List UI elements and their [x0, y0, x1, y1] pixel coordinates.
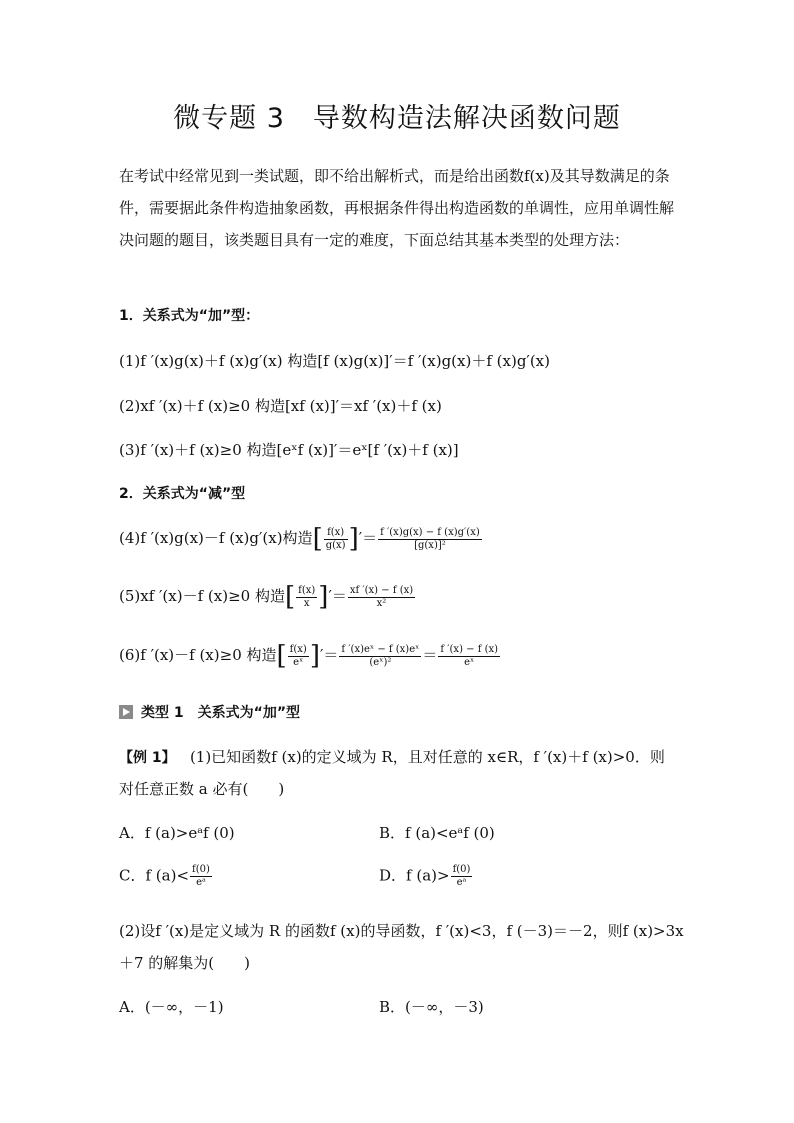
option-d-fraction: [451, 864, 473, 889]
play-triangle-icon: [119, 705, 133, 719]
formula-5-inner-fraction: [296, 585, 317, 610]
formula-2: (2)xf ′(x)＋f (x)≥0 构造[xf (x)]′＝xf ′(x)＋f (x): [119, 397, 442, 415]
formula-3: (3)f ′(x)＋f (x)≥0 构造[eˣf (x)]′＝eˣ[f ′(x)＋f (x)]: [119, 441, 459, 459]
left-bracket: [: [276, 641, 287, 671]
fraction-denominator: eˣ: [293, 656, 304, 668]
fraction-numerator: f(x): [324, 527, 348, 540]
right-bracket: ]: [318, 582, 329, 612]
intro-paragraph: 在考试中经常见到一类试题，即不给出解析式，而是给出函数f(x)及其导数满足的条件，需要据此条件构造抽象函数，再根据条件得出构造函数的单调性，应用单调性解决问题的题目，该类题目具有一定的难度，下面总结其基本类型的处理方法：: [119, 167, 675, 249]
formula-5: [119, 584, 416, 610]
formula-4-prefix: (4)f ′(x)g(x)－f (x)g′(x)构造: [119, 529, 313, 547]
equals-sign: ′＝: [358, 529, 378, 547]
right-bracket: ]: [348, 524, 359, 554]
formula-4: [119, 526, 483, 552]
question-2-line-2: ＋7 的解集为( ): [119, 954, 251, 972]
formula-6: [119, 643, 501, 669]
formula-6-inner-fraction: [288, 644, 309, 669]
fraction-numerator: f ′(x) − f (x): [440, 643, 499, 655]
fraction-numerator: f(0): [452, 864, 471, 875]
type-1-label: 类型 1 关系式为“加”型: [141, 705, 301, 721]
formula-5-prefix: (5)xf ′(x)－f (x)≥0 构造: [119, 587, 285, 605]
section-1-heading: 1．关系式为“加”型：: [119, 308, 260, 324]
formula-6-result-fraction: [339, 644, 421, 669]
equals-sign: ′＝: [319, 646, 339, 664]
fraction-numerator: f(x): [298, 584, 316, 596]
fraction-numerator: f ′(x)eˣ − f (x)eˣ: [341, 643, 420, 655]
option-a: A．f (a)>eᵃf (0): [119, 824, 235, 842]
formula-4-inner-fraction: [324, 527, 348, 552]
fraction-denominator: eˣ: [464, 656, 475, 668]
equals-sign: ′＝: [328, 587, 347, 605]
fraction-numerator: f(x): [289, 643, 307, 655]
option-b: B．f (a)<eᵃf (0): [379, 824, 495, 842]
option-d-prefix: D．f (a)>: [379, 866, 450, 885]
left-bracket: [: [284, 582, 296, 612]
formula-4-result-fraction: [378, 527, 482, 552]
question-2-option-a: A．(－∞，－1): [119, 998, 224, 1016]
formula-5-result-fraction: [348, 585, 415, 610]
fraction-numerator: xf ′(x) − f (x): [349, 584, 414, 596]
fraction-denominator: x²: [376, 597, 387, 609]
example-1-line-2: 对任意正数 a 必有( ): [119, 780, 285, 798]
fraction-denominator: [g(x)]²: [414, 539, 446, 551]
example-1-line-1: [119, 746, 665, 767]
fraction-numerator: f ′(x)g(x) − f (x)g′(x): [380, 526, 480, 538]
fraction-denominator: eᵃ: [456, 877, 467, 888]
formula-6-simplified-fraction: [438, 644, 500, 669]
option-d: [379, 864, 473, 889]
fraction-denominator: x: [303, 597, 310, 609]
option-c-fraction: [190, 864, 212, 889]
option-c: [119, 864, 213, 889]
right-bracket: ]: [309, 641, 320, 671]
question-2-line-1: (2)设f ′(x)是定义域为 R 的函数f (x)的导函数，f ′(x)<3，f (－3)＝－2，则f (x)>3x: [119, 922, 684, 940]
example-label: 【例 1】: [119, 750, 176, 766]
left-bracket: [: [312, 524, 323, 554]
fraction-denominator: (eˣ)²: [369, 656, 392, 668]
fraction-denominator: eᵃ: [196, 877, 206, 888]
formula-6-prefix: (6)f ′(x)－f (x)≥0 构造: [119, 646, 277, 664]
fraction-numerator: f(0): [192, 864, 210, 875]
type-1-heading: [119, 702, 300, 722]
example-1-question: (1)已知函数f (x)的定义域为 R，且对任意的 x∈R，f ′(x)＋f (x)>0．则: [189, 748, 665, 766]
fraction-denominator: g(x): [325, 539, 346, 551]
question-2-option-b: B．(－∞，－3): [379, 998, 484, 1016]
equals-sign: ＝: [422, 646, 438, 664]
option-c-prefix: C．f (a)<: [119, 866, 190, 885]
section-2-heading: 2．关系式为“减”型: [119, 486, 246, 502]
formula-1: (1)f ′(x)g(x)＋f (x)g′(x) 构造[f (x)g(x)]′＝f ′(x)g(x)＋f (x)g′(x): [119, 352, 550, 370]
page-title: 微专题 3 导数构造法解决函数问题: [173, 103, 621, 134]
